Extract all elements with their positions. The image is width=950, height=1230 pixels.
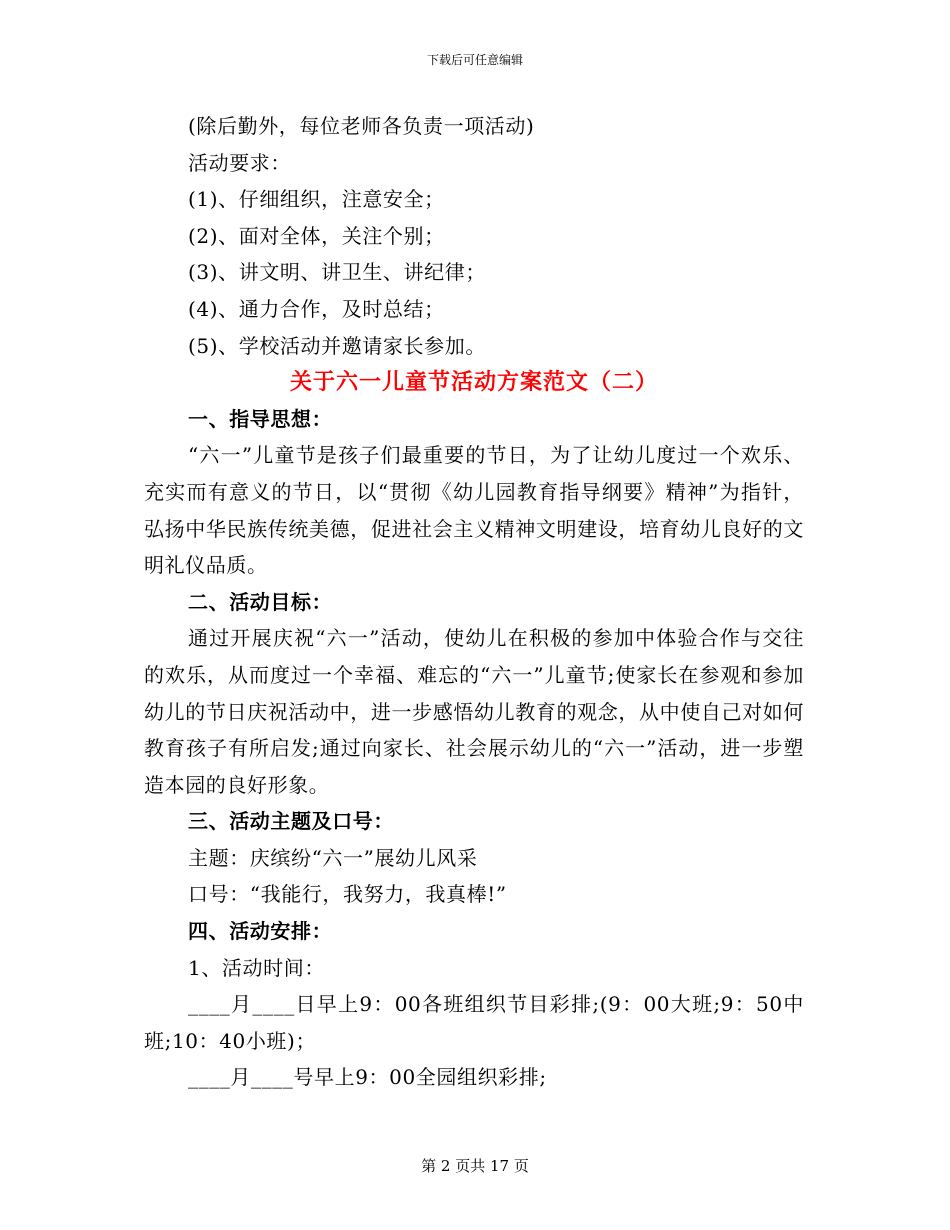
requirements-heading: 活动要求： xyxy=(188,150,291,175)
paragraph-guiding-ideology: “六一”儿童节是孩子们最重要的节日，为了让幼儿度过一个欢乐、充实而有意义的节日，以“贯彻《幼儿园教育指导纲要》精神”为指针，弘扬中华民族传统美德，促进社会主义精神文明建设，培育幼儿良好的文明礼仪品质。 xyxy=(144,443,804,578)
page-footer: 第 2 页共 17 页 xyxy=(421,1157,529,1175)
requirement-item: (5)、学校活动并邀请家长参加。 xyxy=(188,333,486,358)
heading-theme-slogan: 三、活动主题及口号： xyxy=(188,809,394,834)
theme-line: 主题：庆缤纷“六一”展幼儿风采 xyxy=(188,845,478,870)
paragraph-activity-goals: 通过开展庆祝“六一”活动，使幼儿在积极的参加中体验合作与交往的欢乐，从而度过一个幸福、难忘的“六一”儿童节;使家长在参观和参加幼儿的节日庆祝活动中，进一步感悟幼儿教育的观念，从中使自己对如何教育孩子有所启发;通过向家长、社会展示幼儿的“六一”活动，进一步塑造本园的良好形象。 xyxy=(144,626,804,797)
heading-activity-goals: 二、活动目标： xyxy=(188,589,333,614)
schedule-rehearsal-classes: ____月____日早上9：00各班组织节目彩排;(9：00大班;9：50中班;10：40小班)； xyxy=(144,992,804,1053)
document-body xyxy=(144,108,804,1096)
activity-time-heading: 1、活动时间： xyxy=(188,955,325,980)
heading-guiding-ideology: 一、指导思想： xyxy=(188,406,333,431)
schedule-rehearsal-all: ____月____号早上9：00全园组织彩排; xyxy=(188,1065,547,1090)
section-title: 关于六一儿童节活动方案范文（二） xyxy=(289,369,658,396)
intro-note: (除后勤外，每位老师各负责一项活动) xyxy=(188,114,535,138)
slogan-line: 口号：“我能行，我努力，我真棒!” xyxy=(188,882,507,907)
requirement-item: (4)、通力合作，及时总结； xyxy=(188,296,445,321)
requirement-item: (2)、面对全体，关注个别； xyxy=(188,223,445,248)
heading-activity-schedule: 四、活动安排： xyxy=(188,919,333,944)
requirement-item: (1)、仔细组织，注意安全； xyxy=(188,187,445,212)
requirement-item: (3)、讲文明、讲卫生、讲纪律； xyxy=(188,260,486,285)
page-header: 下载后可任意编辑 xyxy=(426,53,523,67)
